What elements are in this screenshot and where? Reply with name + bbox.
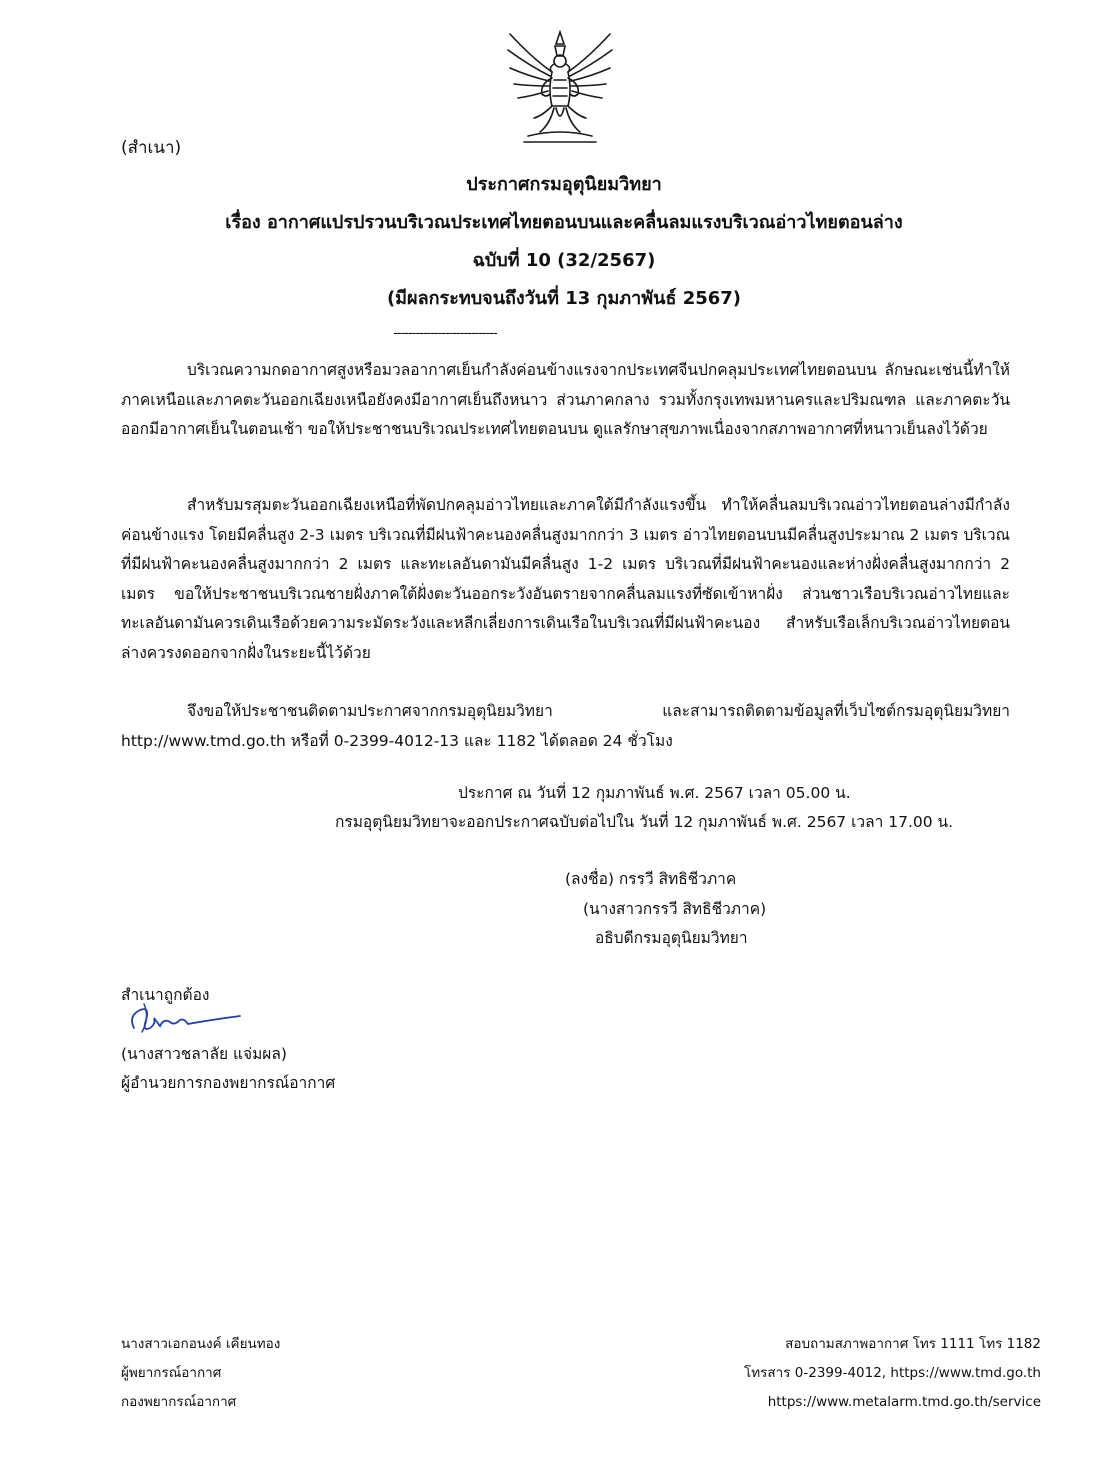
divider: ---------------------------- xyxy=(393,326,497,341)
issued-datetime: ประกาศ ณ วันที่ 12 กุมภาพันธ์ พ.ศ. 2567 เวลา 05.00 น. xyxy=(458,784,851,802)
certifier-title: ผู้อำนวยการกองพยากรณ์อากาศ xyxy=(121,1074,336,1092)
title-effective-date: (มีผลกระทบจนถึงวันที่ 13 กุมภาพันธ์ 2567) xyxy=(386,288,742,309)
contact-service-url: https://www.metalarm.tmd.go.th/service xyxy=(767,1394,1041,1410)
signatory-title: อธิบดีกรมอุตุนิยมวิทยา xyxy=(595,929,748,947)
announcement-title xyxy=(120,170,1008,322)
forecaster-division: กองพยากรณ์อากาศ xyxy=(121,1394,237,1410)
title-subject: เรื่อง อากาศแปรปรวนบริเวณประเทศไทยตอนบนและคลื่นลมแรงบริเวณอ่าวไทยตอนล่าง xyxy=(225,212,903,233)
title-issue-number: ฉบับที่ 10 (32/2567) xyxy=(472,250,656,271)
handwritten-signature-icon xyxy=(120,998,250,1038)
paragraph-cold-air: บริเวณความกดอากาศสูงหรือมวลอากาศเย็นกำลังค่อนข้างแรงจากประเทศจีนปกคลุมประเทศไทยตอนบน ลักษณะเช่นนี้ทำให้ภาคเหนือและภาคตะวันออกเฉียงเหนือยังคงมีอากาศเย็นถึงหนาว ส่วนภาคกลาง รวมทั้งกรุงเทพมหานครและปริมณฑล และภาคตะวันออกมีอากาศเย็นในตอนเช้า ขอให้ประชาชนบริเวณประเทศไทยตอนบน ดูแลรักษาสุขภาพเนื่องจากสภาพอากาศที่หนาวเย็นลงไว้ด้วย xyxy=(121,361,1010,438)
certifier-name: (นางสาวชลาลัย แจ่มผล) xyxy=(121,1045,287,1063)
contact-phone: สอบถามสภาพอากาศ โทร 1111 โทร 1182 xyxy=(785,1336,1041,1352)
paragraph-follow-updates: จึงขอให้ประชาชนติดตามประกาศจากกรมอุตุนิยมวิทยา และสามารถติดตามข้อมูลที่เว็บไซต์กรมอุตุนิยมวิทยา http://www.tmd.go.th หรือที่ 0-2399-4012-13 และ 1182 ได้ตลอด 24 ชั่วโมง xyxy=(121,702,1010,750)
paragraph-monsoon-waves: สำหรับมรสุมตะวันออกเฉียงเหนือที่พัดปกคลุมอ่าวไทยและภาคใต้มีกำลังแรงขึ้น ทำให้คลื่นลมบริเวณอ่าวไทยตอนล่างมีกำลังค่อนข้างแรง โดยมีคลื่นสูง 2-3 เมตร บริเวณที่มีฝนฟ้าคะนองคลื่นสูงมากกว่า 3 เมตร อ่าวไทยตอนบนมีคลื่นสูงประมาณ 2 เมตร บริเวณที่มีฝนฟ้าคะนองคลื่นสูงมากกว่า 2 เมตร และทะเลอันดามันมีคลื่นสูง 1-2 เมตร บริเวณที่มีฝนฟ้าคะนองและห่างฝั่งคลื่นสูงมากกว่า 2 เมตร ขอให้ประชาชนบริเวณชายฝั่งภาคใต้ฝั่งตะวันออกระวังอันตรายจากคลื่นลมแรงที่ซัดเข้าหาฝั่ง ส่วนชาวเรือบริเวณอ่าวไทยและทะเลอันดามันควรเดินเรือด้วยความระมัดระวังและหลีกเลี่ยงการเดินเรือในบริเวณที่มีฝนฟ้าคะนอง สำหรับเรือเล็กบริเวณอ่าวไทยตอนล่างควรงดออกจากฝั่งในระยะนี้ไว้ด้วย xyxy=(121,496,1010,662)
certified-copy-label: สำเนาถูกต้อง xyxy=(121,986,210,1004)
copy-mark: (สำเนา) xyxy=(121,138,182,158)
forecaster-name: นางสาวเอกอนงค์ เคียนทอง xyxy=(121,1336,281,1352)
title-agency: ประกาศกรมอุตุนิยมวิทยา xyxy=(466,174,662,195)
next-issue-datetime: กรมอุตุนิยมวิทยาจะออกประกาศฉบับต่อไปใน วันที่ 12 กุมภาพันธ์ พ.ศ. 2567 เวลา 17.00 น. xyxy=(335,813,954,831)
footer-contact xyxy=(744,1330,1041,1417)
contact-fax-website: โทรสาร 0-2399-4012, https://www.tmd.go.th xyxy=(744,1365,1041,1381)
forecaster-position: ผู้พยากรณ์อากาศ xyxy=(121,1365,222,1381)
garuda-emblem-icon xyxy=(502,28,618,146)
signatory-name: (นางสาวกรรวี สิทธิชีวภาค) xyxy=(583,900,767,918)
signatory-signed: (ลงชื่อ) กรรวี สิทธิชีวภาค xyxy=(565,870,737,888)
footer-forecaster xyxy=(121,1330,280,1417)
